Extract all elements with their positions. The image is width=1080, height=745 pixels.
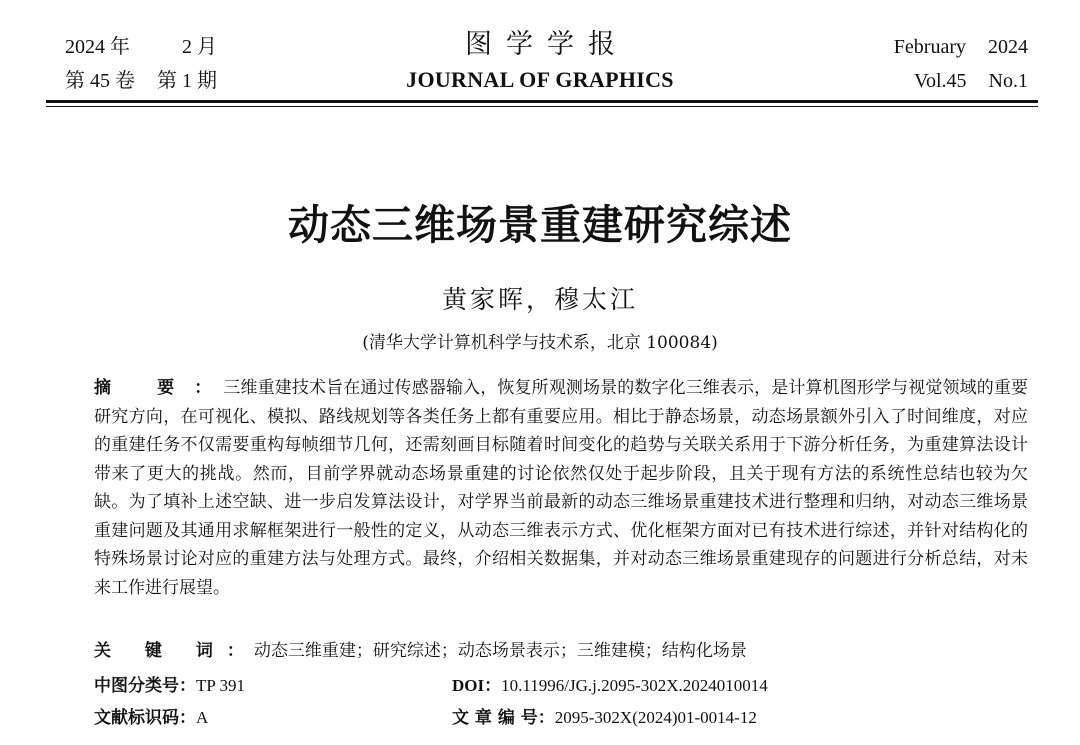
- keywords-text: 动态三维重建；研究综述；动态场景表示；三维建模；结构化场景: [253, 641, 747, 661]
- journal-title-en: JOURNAL OF GRAPHICS: [406, 67, 674, 92]
- journal-title-cn: 图学学报: [465, 29, 629, 60]
- issue-year-en: 2024: [988, 36, 1028, 58]
- header-right: [894, 30, 1028, 98]
- keywords-label: 关 键 词：: [94, 641, 258, 661]
- doi-label: DOI：: [452, 676, 502, 695]
- doc-code-row: [94, 704, 208, 732]
- article-affiliation: (清华大学计算机科学与技术系，北京 100084): [362, 333, 718, 353]
- doc-code-value: A: [196, 708, 209, 727]
- doi-row: [452, 672, 768, 700]
- issue-number-en: No.1: [988, 70, 1028, 92]
- doc-code-label: 文献标识码：: [94, 708, 196, 728]
- article-title: 动态三维场景重建研究综述: [288, 201, 792, 249]
- issue-month-en: February: [893, 36, 966, 58]
- header-rule-thin: [46, 106, 1038, 107]
- article-no-label: 文 章 编 号：: [452, 708, 555, 728]
- clc-value: TP 391: [196, 676, 245, 695]
- issue-month: 2 月: [182, 36, 217, 58]
- doi-value: 10.11996/JG.j.2095-302X.2024010014: [501, 676, 768, 695]
- article-authors: 黄家晖，穆太江: [441, 285, 638, 314]
- issue-year: 2024 年: [65, 36, 130, 58]
- issue-volume-en: Vol.45: [914, 70, 967, 92]
- issue-number: 第 1 期: [157, 70, 217, 92]
- abstract-block: [94, 374, 1028, 602]
- keywords-block: [94, 637, 1028, 665]
- issue-volume: 第 45 卷: [65, 70, 135, 92]
- abstract-label: 摘 要：: [94, 378, 232, 398]
- clc-label: 中图分类号：: [94, 676, 196, 696]
- abstract-text: 三维重建技术旨在通过传感器输入，恢复所观测场景的数字化三维表示，是计算机图形学与视觉领域的重要研究方向，在可视化、模拟、路线规划等各类任务上都有重要应用。相比于静态场景，动态场景额外引入了时间维度，对应的重建任务不仅需要重构每帧细节几何，还需刻画目标随着时间变化的趋势与关联关系用于下游分析任务，为重建算法设计带来了更大的挑战。然而，目前学界就动态场景重建的讨论依然仅处于起步阶段，且关于现有方法的系统性总结也较为欠缺。为了填补上述空缺、进一步启发算法设计，对学界当前最新的动态三维场景重建技术进行整理和归纳，对动态三维场景重建问题及其通用求解框架进行一般性的定义，从动态三维表示方式、优化框架方面对已有技术进行综述，并针对结构化的特殊场景讨论对应的重建方法与处理方式。最终，介绍相关数据集，并对动态三维场景重建现存的问题进行分析总结，对未来工作进行展望。: [94, 378, 1028, 598]
- clc-row: [94, 672, 245, 700]
- header-rule-thick: [46, 100, 1038, 103]
- article-no-row: [452, 704, 757, 732]
- article-no-value: 2095-302X(2024)01-0014-12: [554, 708, 757, 727]
